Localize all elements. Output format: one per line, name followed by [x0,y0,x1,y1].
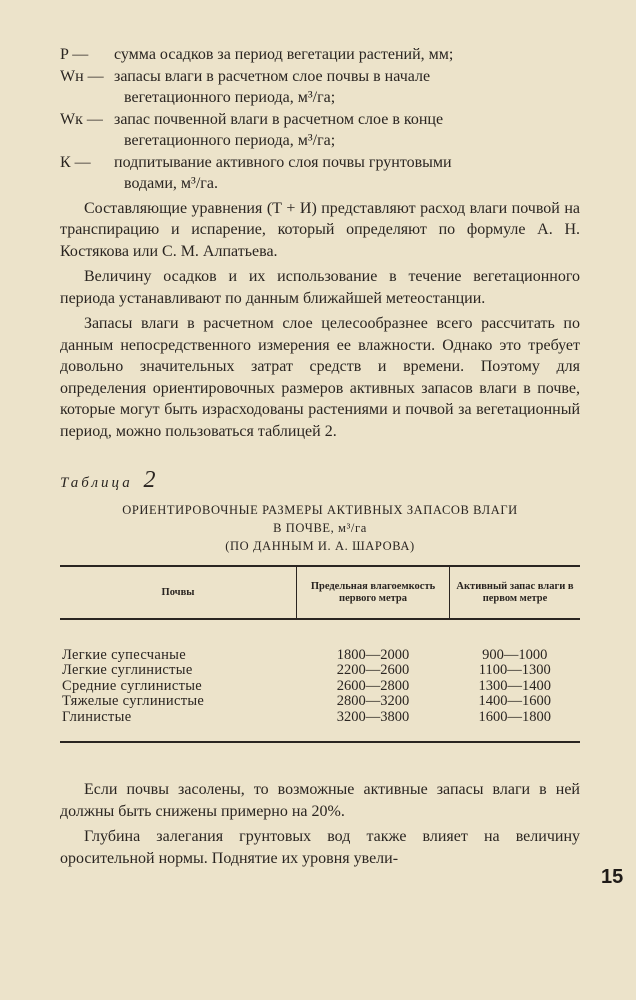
definition-text: сумма осадков за период вегетации растений, мм; [114,46,454,63]
header-soils: Почвы [60,566,297,619]
table-spacer [60,619,580,648]
definition-text: запас почвенной влаги в расчетном слое в конце вегетационного периода, м³/га; [114,110,444,149]
paragraph-moisture-reserves: Запасы влаги в расчетном слое целесообразнее всего рассчитать по данным непосредственного измерения ее влажности. Однако это требует довольно значительных затрат средств и времени. Поэтому для определения ориентировочных размеров активных запасов влаги в почве, которые могут быть израсходованы растениями и почвой за вегетационный период, можно пользоваться таблицей 2. [60,315,580,440]
page-number: 15 [601,866,624,888]
table-title-line: ОРИЕНТИРОВОЧНЫЕ РАЗМЕРЫ АКТИВНЫХ ЗАПАСОВ ВЛАГИ [122,502,518,517]
cell-soil: Легкие супесчаные [62,646,186,663]
cell-active: 1100—1300 [478,662,551,678]
table-title-line: В ПОЧВЕ, м³/га [273,520,367,535]
header-capacity: Предельная влагоемкость первого метра [297,566,450,619]
cell-soil: Средние суглинистые [62,677,202,694]
cell-soil: Тяжелые суглинистые [62,693,205,709]
table-bottom-rule [60,742,580,775]
table-row [60,663,580,679]
table-title [60,501,580,555]
definition-symbol: Wк — [60,110,103,128]
moisture-table [60,565,580,776]
cell-capacity: 2200—2600 [336,662,410,678]
cell-capacity: 2800—3200 [336,693,410,709]
definition-p [60,44,580,66]
table-row [60,694,580,710]
paragraph-precipitation: Величину осадков и их использование в течение вегетационного периода устанавливают по данным ближайшей метеостанции. [60,268,580,307]
cell-soil: Легкие суглинистые [62,662,193,678]
header-active-reserve: Активный запас влаги в первом метре [450,566,581,619]
definition-list [60,44,580,195]
table-title-line: (ПО ДАННЫМ И. А. ШАРОВА) [225,538,415,553]
cell-active: 1600—1800 [478,708,551,725]
table-caption-number: 2 [143,467,156,493]
table-row [60,679,580,695]
table-header-row [60,566,580,619]
paragraph-evaporation: Составляющие уравнения (Т + И) представляют расход влаги почвой на транспирацию и испарение, который определяют по формуле А. Н. Костякова или С. М. Алпатьева. [60,199,580,260]
page-body [60,44,580,873]
cell-active: 900—1000 [482,646,548,663]
table-row [60,648,580,664]
definition-symbol: К — [60,153,91,171]
cell-soil: Глинистые [62,708,132,725]
table-caption [60,467,580,495]
definition-text: запасы влаги в расчетном слое почвы в начале вегетационного периода, м³/га; [114,67,431,106]
paragraph-groundwater: Глубина залегания грунтовых вод также влияет на величину оросительной нормы. Поднятие их уровня увели- [60,828,580,867]
definition-k [60,152,580,195]
definition-text: подпитывание активного слоя почвы грунтовыми водами, м³/га. [114,153,452,192]
paragraph-salinity: Если почвы засолены, то возможные активные запасы влаги в ней должны быть снижены примерно на 20%. [60,781,580,820]
table-row [60,710,580,743]
definition-symbol: Wн — [60,67,104,85]
definition-wn [60,66,580,109]
definition-symbol: P — [60,46,89,63]
cell-active: 1300—1400 [478,677,551,694]
definition-wk [60,109,580,152]
cell-active: 1400—1600 [478,693,551,709]
table-caption-word: Таблица [60,475,133,491]
cell-capacity: 3200—3800 [336,708,410,725]
cell-capacity: 2600—2800 [336,677,410,694]
cell-capacity: 1800—2000 [336,646,410,663]
